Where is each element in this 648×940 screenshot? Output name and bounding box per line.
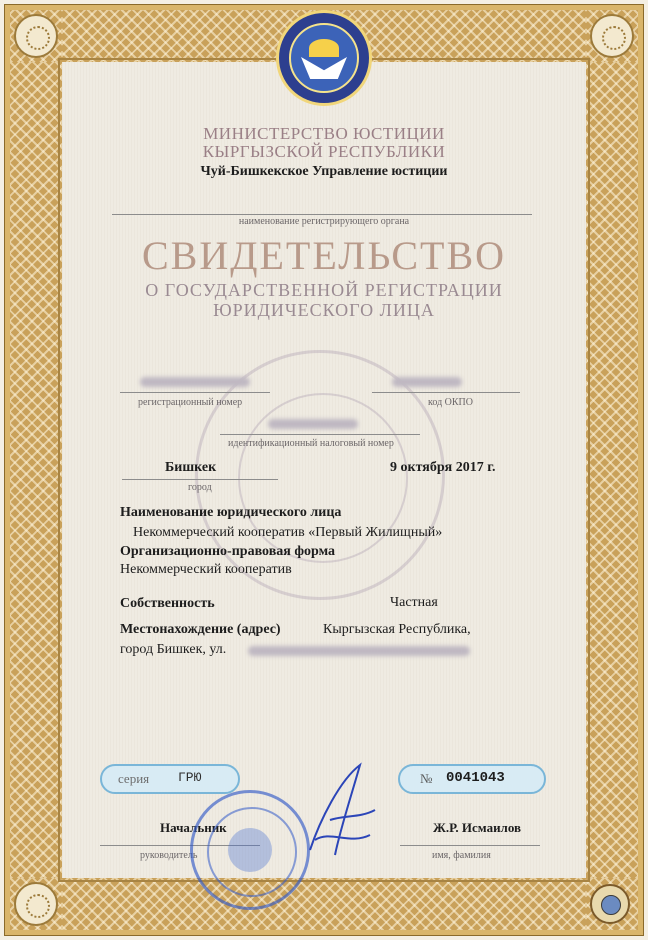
redacted-reg-number bbox=[140, 377, 250, 387]
corner-rosette-icon bbox=[590, 14, 634, 58]
chief-name: Ж.Р. Исмаилов bbox=[433, 820, 522, 835]
ministry-line-1: МИНИСТЕРСТВО ЮСТИЦИИ bbox=[203, 124, 445, 143]
series-value: ГРЮ bbox=[178, 770, 202, 785]
chief-caption: руководитель bbox=[140, 850, 198, 861]
address-label: Местонахождение (адрес) bbox=[120, 622, 281, 637]
okpo-caption: код ОКПО bbox=[428, 397, 473, 408]
signature-icon bbox=[300, 760, 380, 860]
okpo-line bbox=[372, 392, 520, 393]
chief-label: Начальник bbox=[160, 820, 227, 835]
certificate-title: СВИДЕТЕЛЬСТВО bbox=[141, 233, 507, 278]
ministry-line-2: КЫРГЫЗСКОЙ РЕСПУБЛИКИ bbox=[202, 142, 446, 161]
corner-rosette-icon bbox=[14, 14, 58, 58]
name-caption: имя, фамилия bbox=[432, 850, 491, 861]
series-label: серия bbox=[118, 771, 150, 786]
registering-body: Чуй-Бишкекское Управление юстиции bbox=[200, 164, 448, 179]
ownership-value: Частная bbox=[390, 595, 438, 610]
legal-form-label: Организационно-правовая форма bbox=[120, 544, 336, 559]
small-emblem-icon bbox=[590, 884, 630, 924]
redacted-street-address bbox=[248, 646, 470, 656]
official-stamp-icon bbox=[190, 790, 310, 910]
divider-line bbox=[112, 214, 532, 215]
entity-name-value: Некоммерческий кооператив «Первый Жилищный» bbox=[133, 525, 443, 540]
number-value: 0041043 bbox=[446, 770, 505, 786]
redacted-inn bbox=[268, 419, 358, 429]
reg-number-line bbox=[120, 392, 270, 393]
reg-number-caption: регистрационный номер bbox=[138, 397, 243, 408]
number-symbol: № bbox=[420, 771, 433, 786]
inn-caption: идентификационный налоговый номер bbox=[228, 438, 394, 449]
emblem-center bbox=[289, 23, 359, 93]
address-value-line-1: Кыргызская Республика, bbox=[323, 622, 471, 637]
redacted-okpo bbox=[392, 377, 462, 387]
city-value: Бишкек bbox=[165, 460, 217, 475]
ownership-label: Собственность bbox=[120, 596, 215, 611]
legal-form-value: Некоммерческий кооператив bbox=[120, 562, 292, 577]
name-line bbox=[400, 845, 540, 846]
certificate-subtitle-1: О ГОСУДАРСТВЕННОЙ РЕГИСТРАЦИИ bbox=[145, 280, 503, 300]
certificate-subtitle-2: ЮРИДИЧЕСКОГО ЛИЦА bbox=[213, 300, 435, 320]
entity-name-label: Наименование юридического лица bbox=[120, 505, 342, 520]
registration-date: 9 октября 2017 г. bbox=[390, 460, 496, 475]
city-line bbox=[122, 479, 278, 480]
inn-line bbox=[220, 434, 420, 435]
city-caption: город bbox=[188, 482, 212, 493]
state-emblem-icon bbox=[276, 10, 372, 106]
registering-body-caption: наименование регистрирующего органа bbox=[238, 216, 410, 227]
corner-rosette-icon bbox=[14, 882, 58, 926]
address-value-line-2: город Бишкек, ул. bbox=[120, 642, 227, 657]
